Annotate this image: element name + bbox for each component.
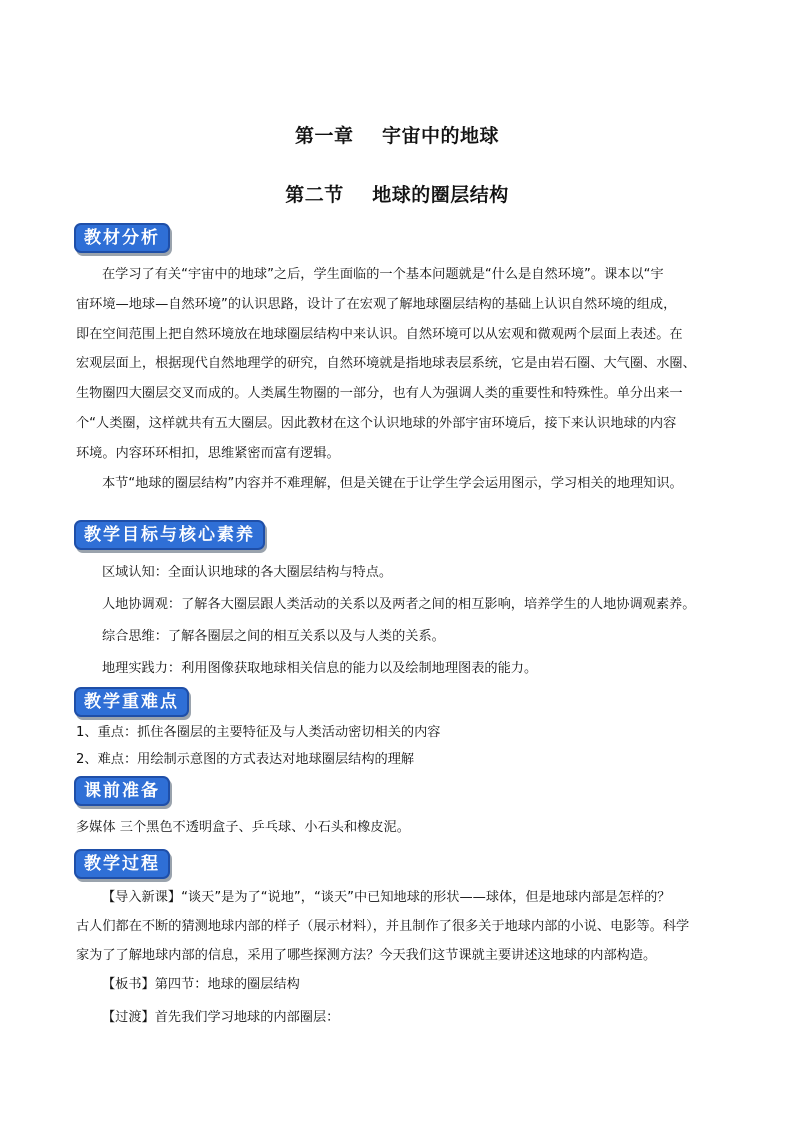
- analysis-line: 本节“地球的圈层结构”内容并不难理解，但是关键在于让学生学会运用图示，学习相关的地理知识。: [102, 475, 683, 491]
- badge-teaching-process: 教学过程: [76, 851, 168, 877]
- process-intro-line: 古人们都在不断的猜测地球内部的样子（展示材料），并且制作了很多关于地球内部的小说、电影等。科学: [76, 919, 690, 934]
- process-transition: 【过渡】首先我们学习地球的内部圈层：: [102, 1010, 340, 1025]
- goal-item: 区域认知：全面认识地球的各大圈层结构与特点。: [102, 565, 393, 580]
- section-title: 第二节 地球的圈层结构: [285, 184, 509, 206]
- analysis-paragraph: [76, 260, 728, 498]
- analysis-line: 宏观层面上，根据现代自然地理学的研究，自然环境就是指地球表层系统，它是由岩石圈、大气圈、水圈、: [76, 356, 696, 372]
- badge-textbook-analysis: 教材分析: [76, 225, 168, 251]
- goal-item: 人地协调观：了解各大圈层跟人类活动的关系以及两者之间的相互影响，培养学生的人地协调观素养。: [102, 597, 696, 612]
- process-intro-line: 家为了了解地球内部的信息，采用了哪些探测方法？今天我们这节课就主要讲述这地球的内部构造。: [76, 948, 657, 963]
- analysis-line: 个“人类圈，这样就共有五大圈层。因此教材在这个认识地球的外部宇宙环境后，接下来认识地球的内容: [76, 415, 677, 431]
- goals-list: [76, 557, 728, 685]
- process-board: 【板书】第四节：地球的圈层结构: [102, 977, 300, 992]
- preparation-text: 多媒体 三个黑色不透明盒子、乒乓球、小石头和橡皮泥。: [76, 820, 410, 835]
- badge-teaching-goals: 教学目标与核心素养: [76, 522, 263, 548]
- analysis-line: 宙环境—地球—自然环境”的认识思路，设计了在宏观了解地球圈层结构的基础上认识自然环境的组成，: [76, 296, 677, 312]
- analysis-line: 即在空间范围上把自然环境放在地球圈层结构中来认识。自然环境可以从宏观和微观两个层面上表述。在: [76, 326, 683, 342]
- goal-item: 综合思维：了解各圈层之间的相互关系以及与人类的关系。: [102, 629, 445, 644]
- difficulty-key-point: 1、重点：抓住各圈层的主要特征及与人类活动密切相关的内容: [76, 725, 441, 740]
- analysis-line: 环境。内容环环相扣，思维紧密而富有逻辑。: [76, 445, 340, 461]
- process-intro: [76, 883, 728, 970]
- goal-item: 地理实践力：利用图像获取地球相关信息的能力以及绘制地理图表的能力。: [102, 661, 538, 676]
- process-intro-line: 【导入新课】“谈天”是为了“说地”，“谈天”中已知地球的形状——球体，但是地球内部是怎样的？: [102, 890, 671, 905]
- difficulty-hard-point: 2、难点：用绘制示意图的方式表达对地球圈层结构的理解: [76, 752, 415, 767]
- analysis-line: 在学习了有关“宇宙中的地球”之后，学生面临的一个基本问题就是“什么是自然环境”。课本以“宇: [102, 267, 664, 282]
- badge-key-difficulties: 教学重难点: [76, 689, 187, 715]
- badge-preparation: 课前准备: [76, 778, 168, 804]
- analysis-line: 生物圈四大圈层交叉而成的。人类属生物圈的一部分，也有人为强调人类的重要性和特殊性。单分出来一: [76, 386, 683, 402]
- chapter-title: 第一章 宇宙中的地球: [295, 125, 499, 147]
